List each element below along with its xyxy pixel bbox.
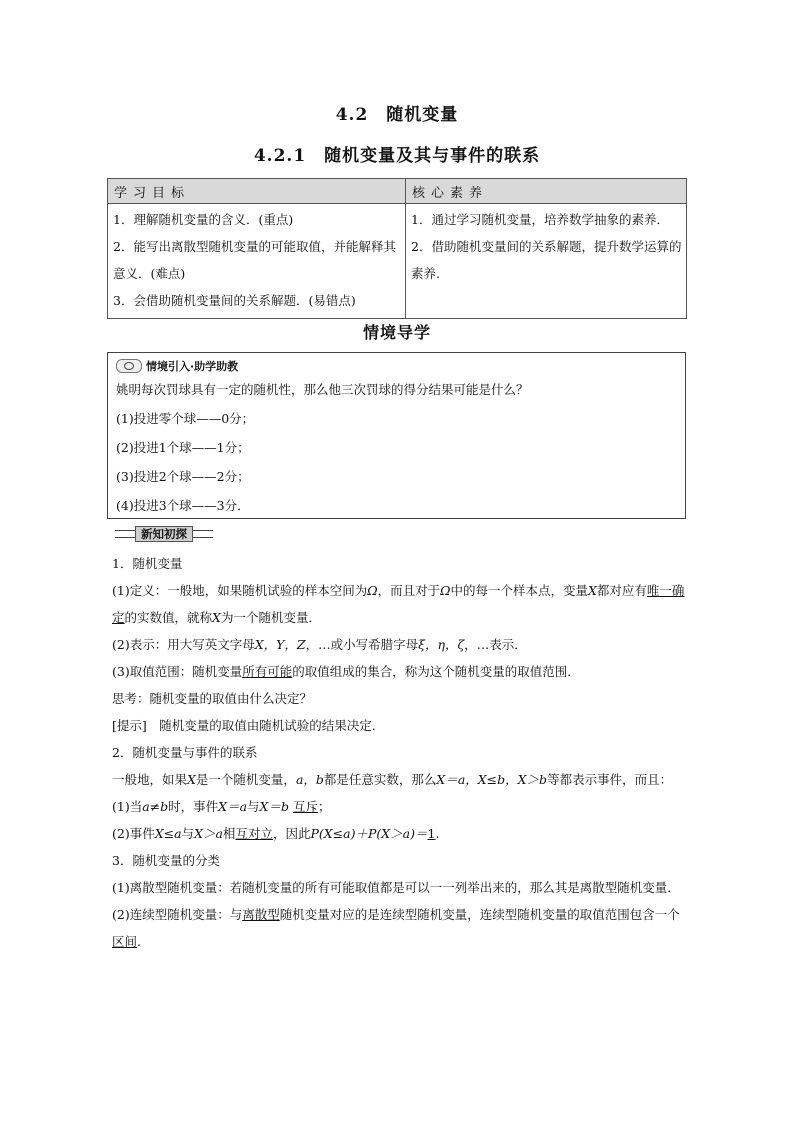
subsection-title: 4.2.1 随机变量及其与事件的联系: [253, 146, 541, 166]
blank-unique: 唯一确定: [112, 583, 685, 625]
situation-item: (2)投进1个球——1分；: [116, 440, 250, 455]
blank-all-possible: 所有可能: [242, 664, 293, 679]
blank-mutually-exclusive: 互斥: [292, 799, 318, 814]
eye-badge-icon: [116, 359, 142, 373]
situation-tag: [116, 357, 677, 375]
condition-2: (2)事件X≤a与X＞a相互对立，因此P(X≤a)＋P(X＞a)＝1.: [112, 826, 440, 841]
learning-goal: 1．理解随机变量的含义．(重点): [113, 212, 294, 227]
core-literacy-item: 2．借助随机变量间的关系解题，提升数学运算的素养.: [411, 239, 682, 281]
learning-goals-cell: [108, 204, 406, 319]
blank-complementary: 互对立: [235, 826, 273, 841]
core-literacy-item: 1．通过学习随机变量，培养数学抽象的素养．: [411, 212, 669, 227]
situation-item: (4)投进3个球——3分．: [116, 498, 250, 513]
blank-one: 1: [427, 826, 436, 841]
discrete-paragraph: (1)离散型随机变量：若随机变量的所有可能取值都是可以一一列举出来的，那么其是离散型随机变量．: [112, 880, 680, 895]
goals-table: [107, 178, 687, 319]
goals-header-right: 核心素养: [406, 179, 687, 204]
new-knowledge-label: 新知初探: [135, 526, 193, 542]
representation-paragraph: (2)表示：用大写英文字母X，Y，Z，…或小写希腊字母ξ，η，ζ，…表示．: [112, 637, 527, 652]
section-title: 4.2 随机变量: [335, 105, 459, 125]
think-question: 思考：随机变量的取值由什么决定？: [112, 691, 313, 706]
range-paragraph: (3)取值范围：随机变量所有可能的取值组成的集合，称为这个随机变量的取值范围．: [112, 664, 580, 679]
relation-paragraph: 一般地，如果X是一个随机变量，a，b都是任意实数，那么X＝a，X≤b，X＞b等都表示事件，而且：: [112, 772, 673, 787]
heading-relation: 2．随机变量与事件的联系: [112, 745, 258, 760]
situation-title: 情境导学: [362, 323, 431, 342]
tag-bar-right: [193, 530, 213, 538]
blank-interval: 区间: [112, 934, 138, 949]
situation-question: 姚明每次罚球具有一定的随机性，那么他三次罚球的得分结果可能是什么？: [116, 382, 529, 397]
situation-tag-label: 情境引入·助学助教: [146, 360, 239, 373]
situation-item: (1)投进零个球——0分；: [116, 411, 255, 426]
new-knowledge-body: [112, 550, 690, 955]
learning-goal: 2．能写出离散型随机变量的可能取值，并能解释其意义．(难点): [113, 239, 396, 281]
goals-header-left: 学习目标: [108, 179, 406, 204]
situation-item: (3)投进2个球——2分；: [116, 469, 250, 484]
core-literacy-cell: [406, 204, 687, 319]
continuous-paragraph: (2)连续型随机变量：与离散型随机变量对应的是连续型随机变量，连续型随机变量的取值范围包含一个区间.: [112, 907, 680, 949]
situation-box: [107, 352, 686, 519]
heading-classification: 3．随机变量的分类: [112, 853, 220, 868]
new-knowledge-tag: [115, 526, 213, 542]
tag-bar-left: [115, 530, 135, 538]
hint: [提示] 随机变量的取值由随机试验的结果决定．: [112, 718, 385, 733]
learning-goal: 3．会借助随机变量间的关系解题．(易错点): [113, 293, 356, 308]
definition-paragraph: (1)定义：一般地，如果随机试验的样本空间为Ω，而且对于Ω中的每一个样本点，变量X都对应有唯一确定的实数值，就称X为一个随机变量．: [112, 583, 685, 625]
blank-discrete: 离散型: [242, 907, 280, 922]
heading-random-variable: 1．随机变量: [112, 556, 183, 571]
condition-1: (1)当a≠b时，事件X＝a与X＝b 互斥；: [112, 799, 331, 814]
